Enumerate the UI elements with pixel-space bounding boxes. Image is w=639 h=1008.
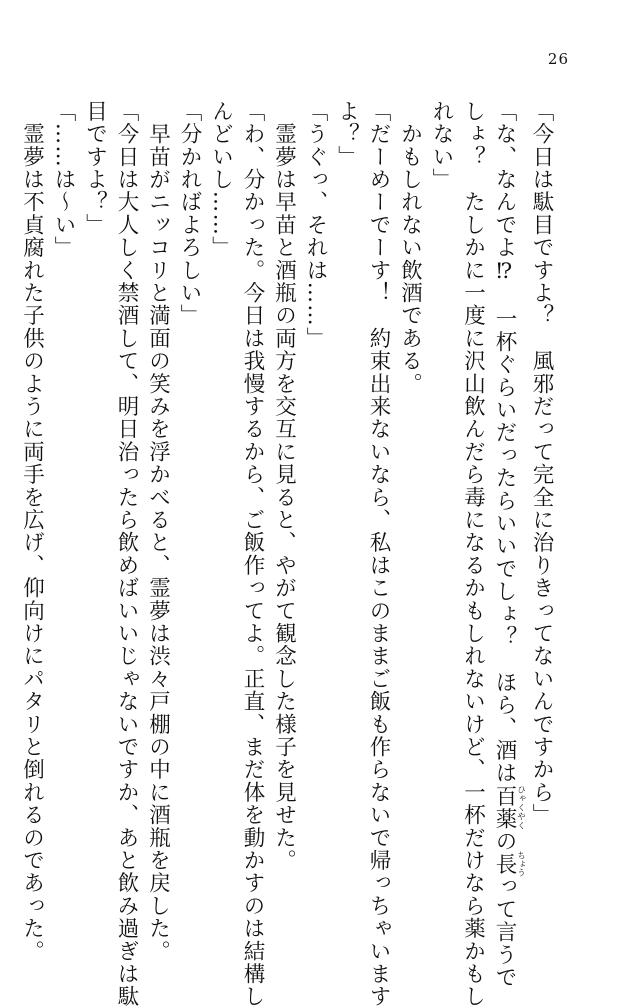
text-line-10: 「わ、分かった。今日は我慢するから、ご飯作ってよ。正直、まだ体を動かすのは結構し [240,100,265,1008]
ruby-hyakuyaku [492,784,526,830]
text-line-4: れない」 [429,100,454,191]
text-line-3: しょ？ たしかに一度に沢山飲んだら毒になるかもしれないけど、一杯だけなら薬かもし [460,100,486,1008]
text-line-11: んどいし……」 [208,100,234,259]
text-line-15: 目ですよ？」 [82,100,108,237]
text-line-17: 霊夢は不貞腐れた子供のように両手を広げ、仰向けにパタリと倒れるのであった。 [19,100,45,963]
text-line-16: 「……は～い」 [51,100,76,259]
text-line-2-part-a: 「な、なんでよ⁉ 一杯ぐらいだったらいいでしょ？ ほら、酒は [492,100,517,785]
text-line-8: 「うぐっ、それは……」 [303,100,328,350]
text-line-6: 「だーめーでーす！ 約束出来ないなら、私はこのままご飯も作らないで帰っちゃいます [366,100,391,1008]
text-line-9: 霊夢は早苗と酒瓶の両方を交互に見ると、やがて観念した様子を見せた。 [271,100,297,872]
text-line-7: よ？」 [334,100,360,169]
text-line-5: かもしれない飲酒である。 [397,100,423,396]
ruby-chou [492,851,526,877]
text-line-2-part-c: って言うで [492,875,517,989]
novel-text [16,100,557,1008]
ruby-chou-reading: ちょう [515,851,526,877]
ruby-hyakuyaku-reading: ひゃくやく [515,784,526,830]
ruby-hyakuyaku-base: 百薬 [492,784,517,830]
text-line-12: 「分かればよろしい」 [177,100,202,327]
text-line-1: 「今日は駄目ですよ？ 風邪だって完全に治りきってないんですから」 [529,100,554,827]
text-line-13: 早苗がニッコリと満面の笑みを浮かべると、霊夢は渋々戸棚の中に酒瓶を戻した。 [145,100,171,963]
text-line-2-part-b: の [492,829,517,853]
page-number: 26 [547,50,569,68]
text-line-2 [489,100,526,989]
text-line-14: 「今日は大人しく禁酒して、明日治ったら飲めばいいじゃないですか、あと飲み過ぎは駄 [114,100,139,1008]
ruby-chou-base: 長 [492,851,517,877]
